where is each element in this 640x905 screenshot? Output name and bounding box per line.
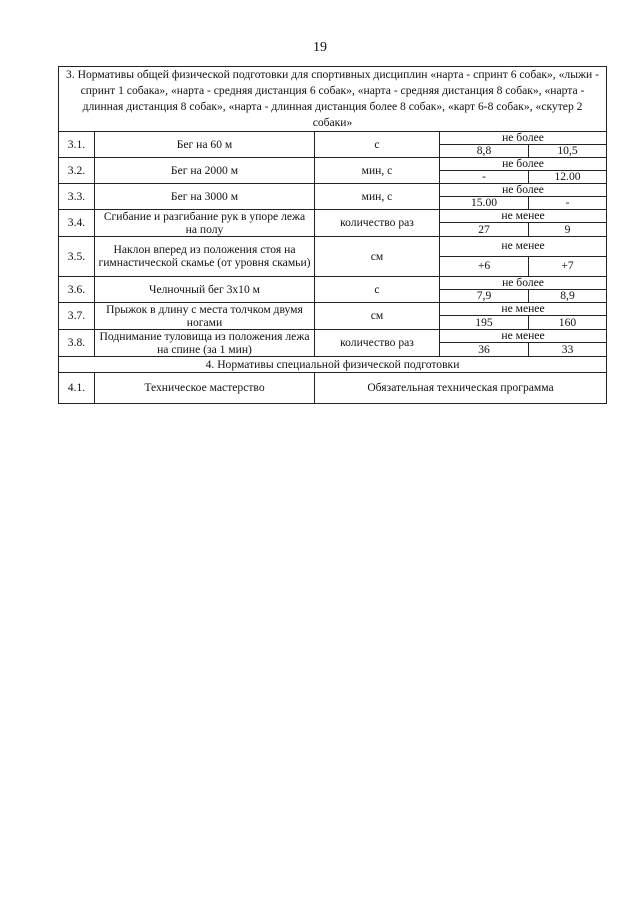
unit: мин, с — [315, 183, 440, 209]
exercise-name: Техническое мастерство — [95, 372, 315, 403]
table-row — [59, 329, 607, 342]
section3-header-row — [59, 67, 607, 132]
condition: не менее — [440, 302, 607, 315]
table-row — [59, 209, 607, 222]
unit: количество раз — [315, 209, 440, 236]
value-2: 160 — [529, 316, 607, 329]
unit: с — [315, 276, 440, 302]
condition: не менее — [440, 209, 607, 222]
exercise-name: Бег на 60 м — [95, 131, 315, 157]
page-number: 19 — [313, 40, 327, 55]
requirement: Обязательная техническая программа — [315, 372, 607, 403]
condition: не более — [440, 157, 607, 170]
table-row — [59, 183, 607, 196]
exercise-name: Бег на 2000 м — [95, 157, 315, 183]
row-number: 3.6. — [59, 276, 95, 302]
value-2: 12.00 — [529, 170, 607, 183]
value-1: 195 — [440, 316, 529, 329]
row-number: 3.2. — [59, 157, 95, 183]
condition: не более — [440, 183, 607, 196]
condition: не менее — [440, 329, 607, 342]
value-1: 36 — [440, 343, 529, 356]
value-1: - — [440, 170, 529, 183]
value-2: 10,5 — [529, 144, 607, 157]
table-row — [59, 236, 607, 256]
exercise-name: Наклон вперед из положения стоя на гимнастической скамье (от уровня скамьи) — [95, 236, 315, 276]
value-1: 8,8 — [440, 144, 529, 157]
value-2: - — [529, 196, 607, 209]
unit: см — [315, 236, 440, 276]
unit: количество раз — [315, 329, 440, 356]
exercise-name: Челночный бег 3х10 м — [95, 276, 315, 302]
table-row — [59, 372, 607, 403]
condition: не более — [440, 276, 607, 289]
condition: не более — [440, 131, 607, 144]
row-number: 3.5. — [59, 236, 95, 276]
unit: с — [315, 131, 440, 157]
norms-table — [58, 66, 607, 404]
row-number: 3.1. — [59, 131, 95, 157]
row-number: 4.1. — [59, 372, 95, 403]
table-row — [59, 302, 607, 315]
exercise-name: Бег на 3000 м — [95, 183, 315, 209]
value-1: 15.00 — [440, 196, 529, 209]
value-1: 7,9 — [440, 289, 529, 302]
value-1: 27 — [440, 223, 529, 236]
exercise-name: Сгибание и разгибание рук в упоре лежа на полу — [95, 209, 315, 236]
table-row — [59, 157, 607, 170]
exercise-name: Прыжок в длину с места толчком двумя ногами — [95, 302, 315, 329]
value-2: 8,9 — [529, 289, 607, 302]
value-2: 33 — [529, 343, 607, 356]
row-number: 3.3. — [59, 183, 95, 209]
table-row — [59, 131, 607, 144]
unit: мин, с — [315, 157, 440, 183]
table-row — [59, 276, 607, 289]
value-1: +6 — [440, 256, 529, 276]
section3-title: 3. Нормативы общей физической подготовки для спортивных дисциплин «нарта - спринт 6 собак», «лыжи - спринт 1 собака», «нарта - средняя дистанция 6 собак», «нарта - средняя дистанция 8 собак», «нарта - длинная дистанция 8 собак», «нарта - длинная дистанция более 8 собак», «карт 6-8 собак», «скутер 2 собаки» — [59, 67, 607, 132]
exercise-name: Поднимание туловища из положения лежа на спине (за 1 мин) — [95, 329, 315, 356]
condition: не менее — [440, 236, 607, 256]
section4-header-row — [59, 356, 607, 372]
section4-title: 4. Нормативы специальной физической подготовки — [59, 356, 607, 372]
unit: см — [315, 302, 440, 329]
value-2: 9 — [529, 223, 607, 236]
value-2: +7 — [529, 256, 607, 276]
row-number: 3.8. — [59, 329, 95, 356]
row-number: 3.4. — [59, 209, 95, 236]
row-number: 3.7. — [59, 302, 95, 329]
